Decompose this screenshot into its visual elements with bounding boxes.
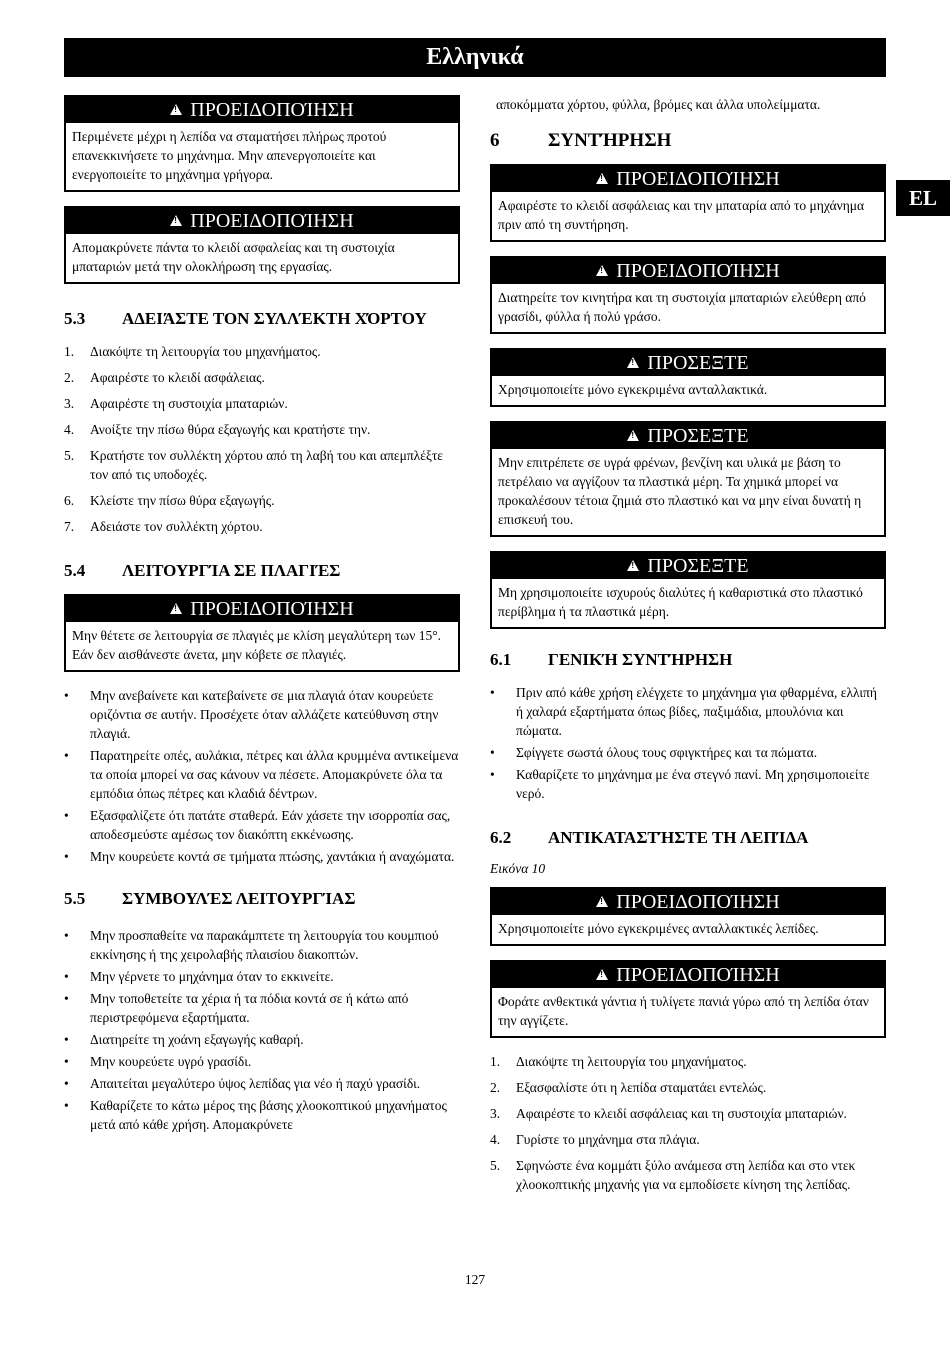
warning-header: !ΠΡΟΕΙΔΟΠΟΊΗΣΗ	[492, 166, 884, 192]
list-item: • Σφίγγετε σωστά όλους τους σφιγκτήρες και τα πώματα.	[490, 745, 818, 760]
caution-text: Μη χρησιμοποιείτε ισχυρούς διαλύτες ή καθαριστικά στο πλαστικό περίβλημα ή τα πλαστικά μέρη.	[498, 585, 863, 619]
list-item: 1. Διακόψτε τη λειτουργία του μηχανήματος.	[64, 344, 321, 359]
warning-icon	[170, 104, 182, 115]
caution-header: !ΠΡΟΣΕΞΤΕ	[492, 350, 884, 376]
warning-box	[490, 887, 886, 946]
warning-header: !ΠΡΟΕΙΔΟΠΟΊΗΣΗ	[66, 208, 458, 234]
warning-box	[64, 594, 460, 672]
warning-box	[490, 164, 886, 242]
list-item: • Καθαρίζετε το κάτω μέρος της βάσης χλοοκοπτικού μηχανήματος μετά από κάθε χρήση. Απομακρύνετε	[64, 1098, 447, 1132]
right-column	[490, 95, 886, 1201]
caution-text: Χρησιμοποιείτε μόνο εγκεκριμένα ανταλλακτικά.	[498, 382, 768, 397]
continued-text: αποκόμματα χόρτου, φύλλα, βρόμες και άλλα υπολείμματα.	[496, 97, 821, 112]
language-tab: EL	[896, 180, 950, 216]
warning-text: Μην θέτετε σε λειτουργία σε πλαγιές με κλίση μεγαλύτερη των 15°. Εάν δεν αισθάνεστε άνετα, μην κόβετε σε πλαγιές.	[72, 628, 442, 662]
list-item: • Πριν από κάθε χρήση ελέγχετε το μηχάνημα για φθαρμένα, ελλιπή ή χαλαρά εξαρτήματα όπως βίδες, παξιμάδια, μπουλόνια και πώματα.	[490, 685, 877, 738]
warning-icon	[596, 173, 608, 184]
steps-5-3	[64, 342, 460, 536]
list-item: • Μην ανεβαίνετε και κατεβαίνετε σε μια πλαγιά όταν κουρεύετε οριζόντια σε αυτήν. Προσέχετε όταν αλλάζετε κατεύθυνση στην πλαγιά.	[64, 688, 439, 741]
section-heading-5-4: 5.4 ΛΕΙΤΟΥΡΓΊΑ ΣΕ ΠΛΑΓΙΈΣ	[64, 561, 341, 580]
caution-box	[490, 421, 886, 537]
bullets-5-5	[64, 926, 460, 1134]
caution-box	[490, 551, 886, 629]
warning-icon	[627, 560, 639, 571]
list-item: • Μην γέρνετε το μηχάνημα όταν το εκκινείτε.	[64, 969, 334, 984]
warning-header: !ΠΡΟΕΙΔΟΠΟΊΗΣΗ	[492, 889, 884, 915]
figure-caption: Εικόνα 10	[490, 861, 546, 876]
warning-box	[64, 95, 460, 192]
list-item: 5. Κρατήστε τον συλλέκτη χόρτου από τη λαβή του και απεμπλέξτε τον από τις υποδοχές.	[64, 448, 443, 482]
warning-icon	[627, 357, 639, 368]
bullets-5-4	[64, 686, 460, 866]
warning-header: !ΠΡΟΕΙΔΟΠΟΊΗΣΗ	[492, 962, 884, 988]
section-heading-6-1: 6.1 ΓΕΝΙΚΉ ΣΥΝΤΉΡΗΣΗ	[490, 650, 733, 669]
list-item: 4. Ανοίξτε την πίσω θύρα εξαγωγής και κρατήστε την.	[64, 422, 371, 437]
steps-6-2	[490, 1052, 886, 1194]
list-item: • Μην κουρεύετε κοντά σε τμήματα πτώσης, χαντάκια ή αναχώματα.	[64, 849, 455, 864]
warning-text: Φοράτε ανθεκτικά γάντια ή τυλίγετε πανιά γύρω από τη λεπίδα όταν την αγγίζετε.	[498, 994, 869, 1028]
warning-icon	[627, 430, 639, 441]
list-item: 4. Γυρίστε το μηχάνημα στα πλάγια.	[490, 1132, 700, 1147]
warning-icon	[596, 265, 608, 276]
list-item: 3. Αφαιρέστε το κλειδί ασφάλειας και τη συστοιχία μπαταριών.	[490, 1106, 847, 1121]
list-item: 3. Αφαιρέστε τη συστοιχία μπαταριών.	[64, 396, 288, 411]
list-item: • Καθαρίζετε το μηχάνημα με ένα στεγνό πανί. Μη χρησιμοποιείτε νερό.	[490, 767, 870, 801]
warning-icon	[596, 896, 608, 907]
warning-box	[64, 206, 460, 284]
list-item: 5. Σφηνώστε ένα κομμάτι ξύλο ανάμεσα στη λεπίδα και στο ντεκ χλοοκοπτικής μηχανής για να εμποδίσετε κίνηση της λεπίδας.	[490, 1158, 856, 1192]
list-item: 1. Διακόψτε τη λειτουργία του μηχανήματος.	[490, 1054, 747, 1069]
page-number: 127	[464, 1272, 486, 1287]
left-column	[64, 95, 460, 1137]
list-item: • Εξασφαλίζετε ότι πατάτε σταθερά. Εάν χάσετε την ισορροπία σας, αποδεσμεύστε αμέσως τον διακόπτη εκκένωσης.	[64, 808, 451, 842]
section-heading-6-2: 6.2 ΑΝΤΙΚΑΤΑΣΤΉΣΤΕ ΤΗ ΛΕΠΊΔΑ	[490, 828, 809, 847]
caution-header: !ΠΡΟΣΕΞΤΕ	[492, 553, 884, 579]
warning-header: !ΠΡΟΕΙΔΟΠΟΊΗΣΗ	[492, 258, 884, 284]
warning-text: Περιμένετε μέχρι η λεπίδα να σταματήσει πλήρως προτού επανεκκινήσετε το μηχάνημα. Μην απενεργοποιείτε και ενεργοποιείτε το μηχάνημα γρήγορα.	[72, 129, 387, 182]
warning-text: Χρησιμοποιείτε μόνο εγκεκριμένες ανταλλακτικές λεπίδες.	[498, 921, 819, 936]
list-item: 2. Εξασφαλίστε ότι η λεπίδα σταματάει εντελώς.	[490, 1080, 767, 1095]
warning-box	[490, 960, 886, 1038]
warning-header: !ΠΡΟΕΙΔΟΠΟΊΗΣΗ	[66, 97, 458, 123]
list-item: • Μην κουρεύετε υγρό γρασίδι.	[64, 1054, 252, 1069]
bullets-6-1	[490, 683, 886, 803]
caution-box	[490, 348, 886, 407]
list-item: 2. Αφαιρέστε το κλειδί ασφάλειας.	[64, 370, 265, 385]
list-item: • Μην τοποθετείτε τα χέρια ή τα πόδια κοντά σε ή κάτω από περιστρεφόμενα εξαρτήματα.	[64, 991, 409, 1025]
page-header-title: Ελληνικά	[64, 38, 886, 77]
list-item: • Μην προσπαθείτε να παρακάμπτετε τη λειτουργία του κουμπιού εκκίνησης ή της χειρολαβής πλαισίου διακοπτών.	[64, 928, 439, 962]
warning-text: Διατηρείτε τον κινητήρα και τη συστοιχία μπαταριών ελεύθερη από γρασίδι, φύλλα ή πολύ γράσο.	[498, 290, 866, 324]
warning-icon	[596, 969, 608, 980]
list-item: 6. Κλείστε την πίσω θύρα εξαγωγής.	[64, 493, 275, 508]
list-item: • Απαιτείται μεγαλύτερο ύψος λεπίδας για νέο ή παχύ γρασίδι.	[64, 1076, 421, 1091]
warning-text: Αφαιρέστε το κλειδί ασφάλειας και την μπαταρία από το μηχάνημα πριν από τη συντήρηση.	[498, 198, 865, 232]
warning-icon	[170, 215, 182, 226]
section-heading-6: 6 ΣΥΝΤΉΡΗΣΗ	[490, 130, 672, 151]
list-item: • Παρατηρείτε οπές, αυλάκια, πέτρες και άλλα κρυμμένα αντικείμενα τα οποία μπορεί να σας κάνουν να πέσετε. Απομακρύνετε όλα τα εμπόδια όπως πέτρες και κλαδιά δέντρων.	[64, 748, 459, 801]
warning-icon	[170, 603, 182, 614]
list-item: 7. Αδειάστε τον συλλέκτη χόρτου.	[64, 519, 263, 534]
warning-text: Απομακρύνετε πάντα το κλειδί ασφαλείας και τη συστοιχία μπαταριών μετά την ολοκλήρωση της εργασίας.	[72, 240, 395, 274]
warning-header: !ΠΡΟΕΙΔΟΠΟΊΗΣΗ	[66, 596, 458, 622]
caution-header: !ΠΡΟΣΕΞΤΕ	[492, 423, 884, 449]
section-heading-5-3: 5.3 ΑΔΕΙΆΣΤΕ ΤΟΝ ΣΥΛΛΈΚΤΗ ΧΌΡΤΟΥ	[64, 309, 427, 328]
section-heading-5-5: 5.5 ΣΥΜΒΟΥΛΈΣ ΛΕΙΤΟΥΡΓΊΑΣ	[64, 889, 356, 908]
caution-text: Μην επιτρέπετε σε υγρά φρένων, βενζίνη και υλικά με βάση το πετρέλαιο να αγγίζουν τα πλαστικά μέρη. Τα χημικά μπορεί να προκαλέσουν τέτοια ζημιά στο πλαστικό και να μην είναι δυνατή η επισκευή του.	[498, 455, 862, 527]
warning-box	[490, 256, 886, 334]
list-item: • Διατηρείτε τη χοάνη εξαγωγής καθαρή.	[64, 1032, 304, 1047]
